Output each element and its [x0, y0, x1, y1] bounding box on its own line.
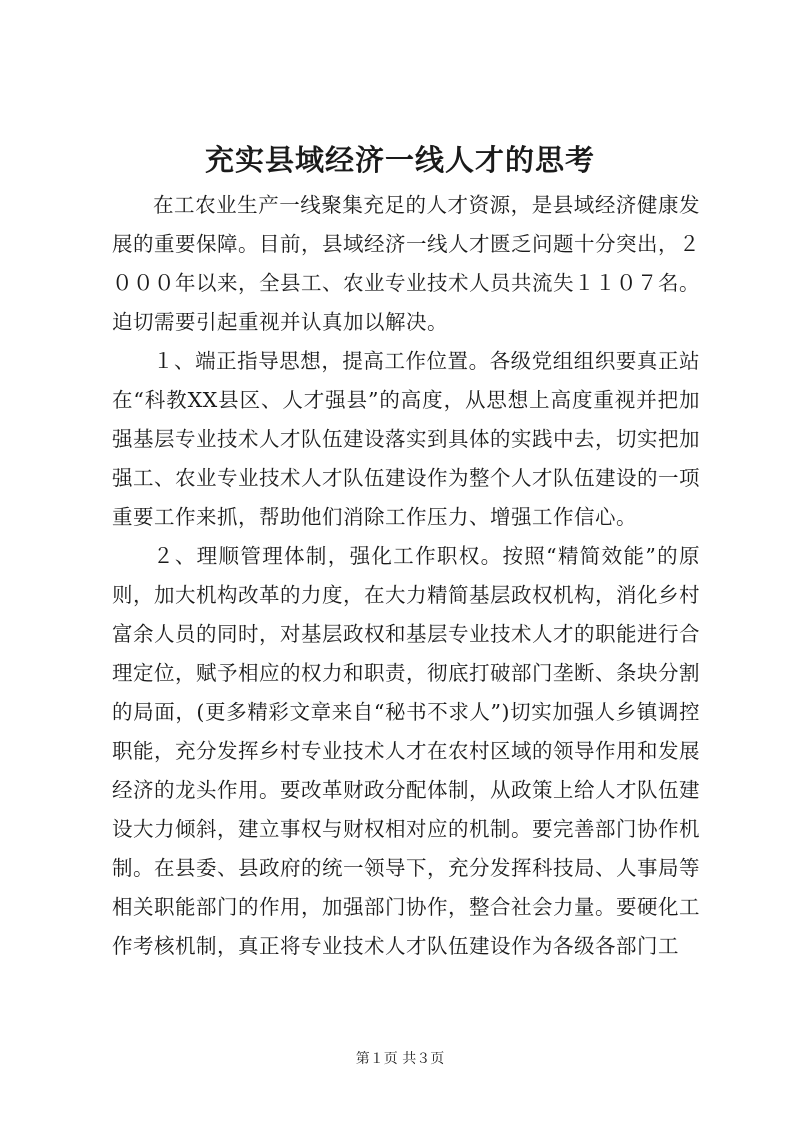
- page-footer: 第１页 共３页: [355, 1051, 445, 1067]
- paragraph-intro: 在工农业生产一线聚集充足的人才资源，是县域经济健康发展的重要保障。目前，县域经济一线人才匮乏问题十分突出，２０００年以来，全县工、农业专业技术人员共流失１１０７名。迫切需要引起重视并认真加以解决。: [112, 193, 700, 334]
- paragraph-section-1: １、端正指导思想，提高工作位置。各级党组组织要真正站在“科教XX县区、人才强县”的高度，从思想上高度重视并把加强基层专业技术人才队伍建设落实到具体的实践中去，切实把加强工、农业专业技术人才队伍建设作为整个人才队伍建设的一项重要工作来抓，帮助他们消除工作压力、增强工作信心。: [112, 349, 700, 529]
- paragraph-section-2: ２、理顺管理体制，强化工作职权。按照“精简效能”的原则，加大机构改革的力度，在大力精简基层政权机构，消化乡村富余人员的同时，对基层政权和基层专业技术人才的职能进行合理定位，赋予相应的权力和职责，彻底打破部门垄断、条块分割的局面，(更多精彩文章来自“秘书不求人”)切实加强人乡镇调控职能，充分发挥乡村专业技术人才在农村区域的领导作用和发展经济的龙头作用。要改革财政分配体制，从政策上给人才队伍建设大力倾斜，建立事权与财权相对应的机制。要完善部门协作机制。在县委、县政府的统一领导下，充分发挥科技局、人事局等相关职能部门的作用，加强部门协作，整合社会力量。要硬化工作考核机制，真正将专业技术人才队伍建设作为各级各部门工: [112, 544, 700, 958]
- document-title: 充实县域经济一线人才的思考: [204, 143, 595, 177]
- document-body: [112, 186, 700, 966]
